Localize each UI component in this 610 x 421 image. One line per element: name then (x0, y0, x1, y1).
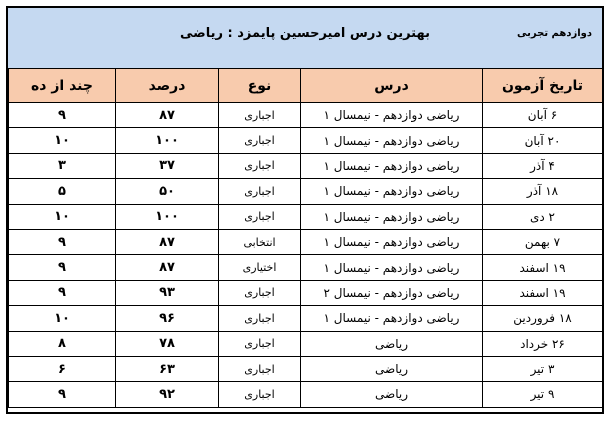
type-cell: اجباری (219, 204, 301, 229)
percent-cell: ۵۰ (116, 179, 219, 204)
exam-date-cell: ۳ تیر (483, 356, 603, 381)
column-header-type: نوع (219, 69, 301, 103)
column-header-course: درس (301, 69, 483, 103)
type-cell: اجباری (219, 382, 301, 407)
score-cell: ۱۰ (9, 204, 116, 229)
percent-cell: ۱۰۰ (116, 128, 219, 153)
type-cell: اجباری (219, 356, 301, 381)
exam-date-cell: ۲۶ خرداد (483, 331, 603, 356)
percent-cell: ۹۲ (116, 382, 219, 407)
table-row (9, 128, 603, 153)
table-row (9, 306, 603, 331)
exam-date-cell: ۱۹ اسفند (483, 255, 603, 280)
column-header-exam-date: تاریخ آزمون (483, 69, 603, 103)
percent-cell: ۶۳ (116, 356, 219, 381)
table-row (9, 204, 603, 229)
type-cell: اختیاری (219, 255, 301, 280)
type-cell: اجباری (219, 153, 301, 178)
type-cell: اجباری (219, 306, 301, 331)
course-cell: ریاضی دوازدهم - نیمسال ۱ (301, 128, 483, 153)
course-cell: ریاضی دوازدهم - نیمسال ۱ (301, 306, 483, 331)
grade-label: دوازدهم تجربی (517, 28, 592, 39)
table-row (9, 331, 603, 356)
table-row (9, 280, 603, 305)
percent-cell: ۳۷ (116, 153, 219, 178)
percent-cell: ۹۶ (116, 306, 219, 331)
course-cell: ریاضی دوازدهم - نیمسال ۱ (301, 153, 483, 178)
score-cell: ۳ (9, 153, 116, 178)
exam-date-cell: ۲ دی (483, 204, 603, 229)
score-cell: ۹ (9, 229, 116, 254)
table-header-row (9, 69, 603, 103)
score-cell: ۶ (9, 356, 116, 381)
score-cell: ۵ (9, 179, 116, 204)
type-cell: اجباری (219, 128, 301, 153)
table-row (9, 153, 603, 178)
exam-date-cell: ۱۸ فروردین (483, 306, 603, 331)
score-cell: ۹ (9, 255, 116, 280)
column-header-percent: درصد (116, 69, 219, 103)
exam-date-cell: ۲۰ آبان (483, 128, 603, 153)
exam-date-cell: ۱۹ اسفند (483, 280, 603, 305)
table-row (9, 356, 603, 381)
percent-cell: ۱۰۰ (116, 204, 219, 229)
percent-cell: ۹۳ (116, 280, 219, 305)
report-sheet (6, 6, 604, 414)
exam-date-cell: ۹ تیر (483, 382, 603, 407)
score-cell: ۱۰ (9, 128, 116, 153)
exam-date-cell: ۷ بهمن (483, 229, 603, 254)
table-row (9, 382, 603, 407)
course-cell: ریاضی دوازدهم - نیمسال ۱ (301, 229, 483, 254)
percent-cell: ۸۷ (116, 103, 219, 128)
exam-results-table (8, 68, 603, 408)
title-banner (8, 8, 602, 70)
score-cell: ۱۰ (9, 306, 116, 331)
type-cell: اجباری (219, 179, 301, 204)
score-cell: ۹ (9, 103, 116, 128)
score-cell: ۹ (9, 382, 116, 407)
column-header-score-out-of-ten: چند از ده (9, 69, 116, 103)
table-row (9, 103, 603, 128)
exam-date-cell: ۴ آذر (483, 153, 603, 178)
type-cell: اجباری (219, 103, 301, 128)
course-cell: ریاضی دوازدهم - نیمسال ۲ (301, 280, 483, 305)
table-row (9, 229, 603, 254)
score-cell: ۸ (9, 331, 116, 356)
page-title: بهترین درس امیرحسین پایمزد : ریاضی (180, 26, 430, 41)
course-cell: ریاضی دوازدهم - نیمسال ۱ (301, 179, 483, 204)
table-row (9, 179, 603, 204)
table-row (9, 255, 603, 280)
percent-cell: ۷۸ (116, 331, 219, 356)
type-cell: اجباری (219, 331, 301, 356)
percent-cell: ۸۷ (116, 255, 219, 280)
course-cell: ریاضی دوازدهم - نیمسال ۱ (301, 103, 483, 128)
score-cell: ۹ (9, 280, 116, 305)
type-cell: انتخابی (219, 229, 301, 254)
course-cell: ریاضی (301, 356, 483, 381)
course-cell: ریاضی (301, 331, 483, 356)
exam-date-cell: ۱۸ آذر (483, 179, 603, 204)
exam-date-cell: ۶ آبان (483, 103, 603, 128)
course-cell: ریاضی (301, 382, 483, 407)
course-cell: ریاضی دوازدهم - نیمسال ۱ (301, 204, 483, 229)
course-cell: ریاضی دوازدهم - نیمسال ۱ (301, 255, 483, 280)
type-cell: اجباری (219, 280, 301, 305)
percent-cell: ۸۷ (116, 229, 219, 254)
